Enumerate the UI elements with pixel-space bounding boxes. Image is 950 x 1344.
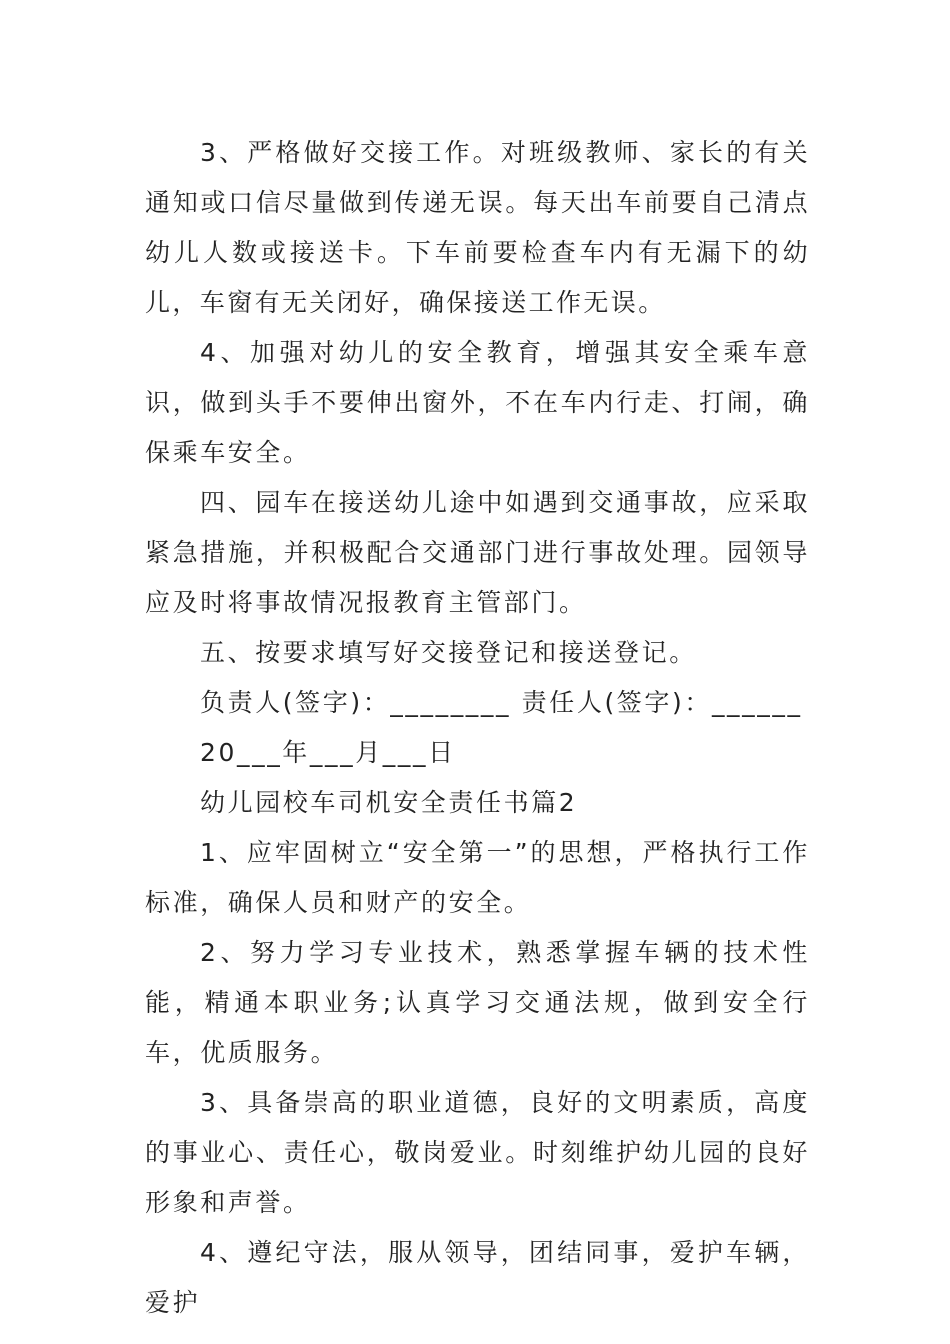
paragraph-safety-education: 4、加强对幼儿的安全教育，增强其安全乘车意识，做到头手不要伸出窗外，不在车内行走、打闹，确保乘车安全。 (145, 338, 810, 467)
paragraph-registration: 五、按要求填写好交接登记和接送登记。 (200, 638, 697, 667)
date-line: 20___年___月___日 (200, 738, 456, 767)
paragraph-study-skills: 2、努力学习专业技术，熟悉掌握车辆的技术性能，精通本职业务;认真学习交通法规，做到安全行车，优质服务。 (145, 938, 810, 1067)
section-title: 幼儿园校车司机安全责任书篇2 (200, 788, 578, 817)
paragraph-handover: 3、严格做好交接工作。对班级教师、家长的有关通知或口信尽量做到传递无误。每天出车前要自己清点幼儿人数或接送卡。下车前要检查车内有无漏下的幼儿，车窗有无关闭好，确保接送工作无误。 (145, 138, 810, 317)
document-body (145, 128, 810, 1328)
paragraph-professional-ethics: 3、具备崇高的职业道德，良好的文明素质，高度的事业心、责任心，敬岗爱业。时刻维护幼儿园的良好形象和声誉。 (145, 1088, 810, 1217)
signature-line: 负责人(签字)：________ 责任人(签字)：______ (200, 688, 803, 717)
paragraph-discipline: 4、遵纪守法，服从领导，团结同事，爱护车辆，爱护 (145, 1238, 810, 1317)
paragraph-safety-first: 1、应牢固树立“安全第一”的思想，严格执行工作标准，确保人员和财产的安全。 (145, 838, 810, 917)
paragraph-accident-handling: 四、园车在接送幼儿途中如遇到交通事故，应采取紧急措施，并积极配合交通部门进行事故处理。园领导应及时将事故情况报教育主管部门。 (145, 488, 810, 617)
